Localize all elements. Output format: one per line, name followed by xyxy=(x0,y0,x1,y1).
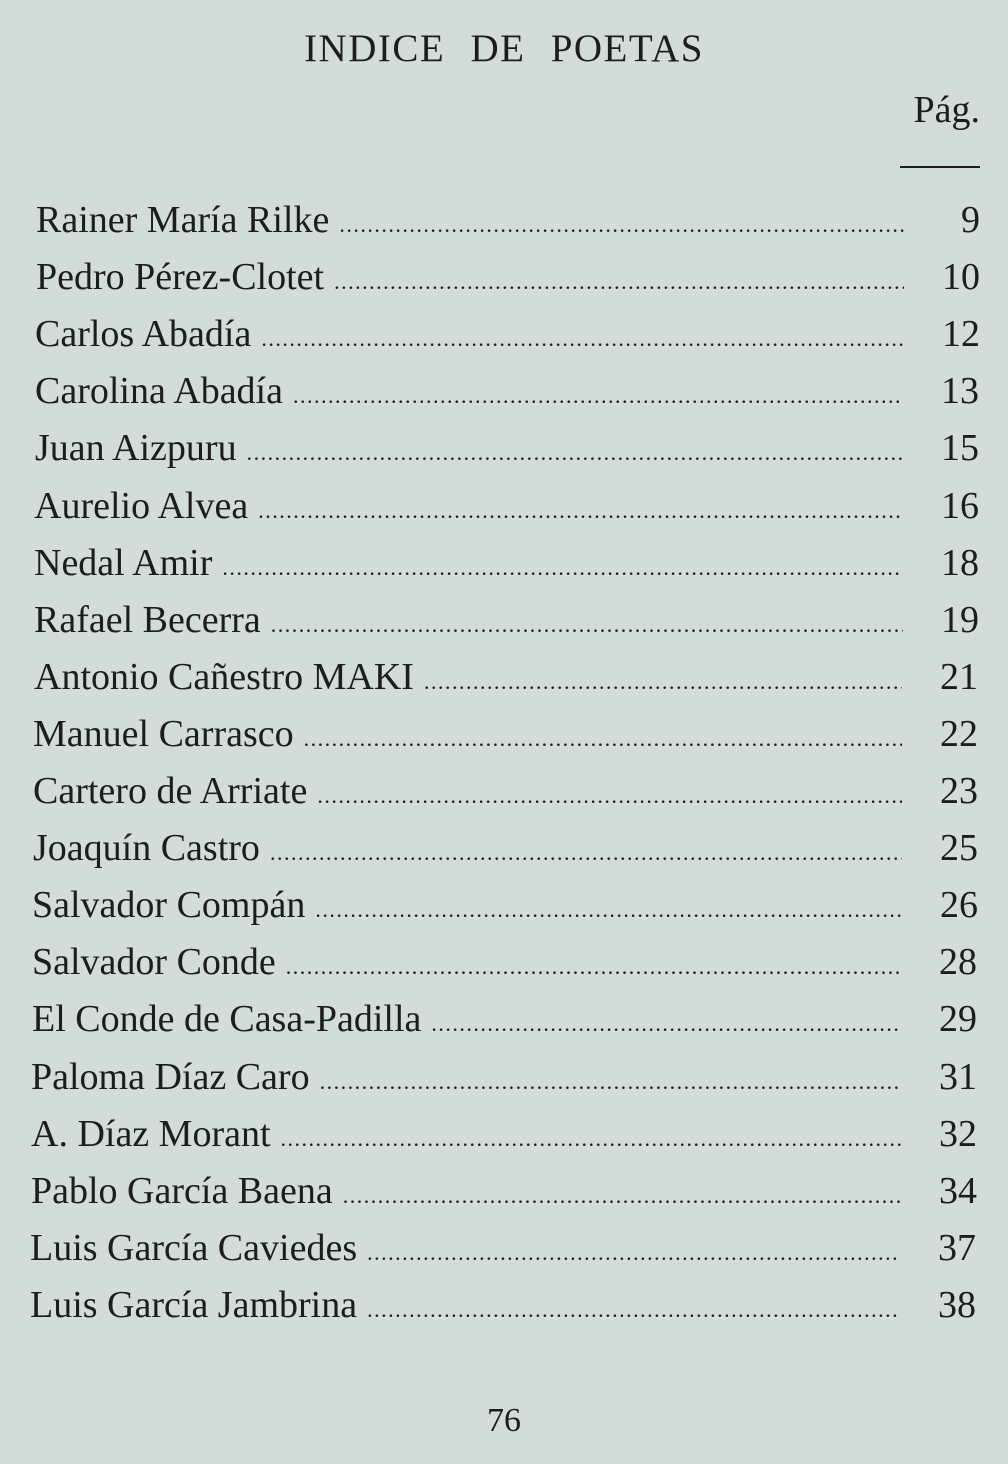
poet-name: Salvador Compán xyxy=(32,884,306,927)
dot-leader xyxy=(281,1128,901,1150)
entry-page-number: 19 xyxy=(941,598,979,641)
dot-leader xyxy=(261,328,904,350)
poet-name: Cartero de Arriate xyxy=(33,770,308,812)
entry-page-number: 28 xyxy=(939,941,977,984)
index-entry xyxy=(34,651,978,703)
entry-page-number: 32 xyxy=(939,1112,977,1155)
index-entry xyxy=(33,765,978,817)
index-entry xyxy=(30,1279,976,1331)
index-entry xyxy=(32,936,977,988)
index-entry xyxy=(34,537,979,589)
dot-leader xyxy=(247,442,903,464)
dot-leader xyxy=(222,557,903,579)
page-number: 76 xyxy=(487,1402,521,1439)
poet-name: Rafael Becerra xyxy=(34,598,261,641)
poet-name: Luis García Caviedes xyxy=(30,1226,358,1269)
dot-leader xyxy=(271,614,903,636)
entry-page-number: 23 xyxy=(940,770,978,812)
index-entry xyxy=(31,1051,977,1103)
dot-leader xyxy=(367,1299,900,1321)
poet-name: El Conde de Casa-Padilla xyxy=(32,998,422,1041)
dot-leader xyxy=(304,728,902,750)
entry-page-number: 21 xyxy=(940,655,978,698)
index-entry xyxy=(35,308,980,360)
poet-name: A. Díaz Morant xyxy=(31,1112,271,1155)
dot-leader xyxy=(270,842,902,864)
poet-name: Manuel Carrasco xyxy=(33,712,294,755)
entry-page-number: 38 xyxy=(938,1283,976,1326)
page-column-rule xyxy=(900,166,980,168)
poet-name: Rainer María Rilke xyxy=(36,199,330,241)
dot-leader xyxy=(334,271,904,293)
poet-name: Juan Aizpuru xyxy=(35,427,237,470)
index-entry xyxy=(36,194,980,246)
dot-leader xyxy=(339,214,904,236)
entry-page-number: 26 xyxy=(940,884,978,927)
poet-name: Antonio Cañestro MAKI xyxy=(34,655,414,698)
page-column-label: Pág. xyxy=(913,89,980,131)
dot-leader xyxy=(424,671,902,693)
dot-leader xyxy=(320,1071,901,1093)
index-entry xyxy=(36,251,980,303)
dot-leader xyxy=(431,1013,901,1035)
dot-leader xyxy=(293,385,903,407)
index-entry xyxy=(32,993,977,1045)
entry-page-number: 13 xyxy=(941,370,979,413)
dot-leader xyxy=(258,500,903,522)
index-entry xyxy=(35,365,979,417)
index-entry xyxy=(31,1108,977,1160)
entry-page-number: 25 xyxy=(940,827,978,870)
dot-leader xyxy=(343,1185,901,1207)
dot-leader xyxy=(286,956,901,978)
entry-page-number: 34 xyxy=(939,1169,977,1212)
index-entry xyxy=(30,1222,976,1274)
entry-page-number: 18 xyxy=(941,541,979,584)
poet-name: Carolina Abadía xyxy=(35,370,283,413)
page-title: INDICE DE POETAS xyxy=(304,27,704,70)
index-entry xyxy=(34,480,979,532)
entry-page-number: 29 xyxy=(939,998,977,1041)
entry-page-number: 15 xyxy=(941,427,979,470)
index-entry xyxy=(33,822,978,874)
entry-page-number: 37 xyxy=(938,1226,976,1269)
poet-name: Nedal Amir xyxy=(34,541,213,584)
poet-name: Aurelio Alvea xyxy=(34,484,249,527)
entry-page-number: 22 xyxy=(940,712,978,755)
poet-name: Pablo García Baena xyxy=(31,1169,333,1212)
index-entry xyxy=(35,422,979,474)
poet-name: Joaquín Castro xyxy=(33,827,260,870)
dot-leader xyxy=(367,1242,900,1264)
index-entry xyxy=(34,594,979,646)
index-entry xyxy=(32,879,978,931)
poet-name: Pedro Pérez-Clotet xyxy=(36,256,325,299)
entry-page-number: 12 xyxy=(942,313,980,356)
dot-leader xyxy=(315,899,902,921)
poet-name: Carlos Abadía xyxy=(35,313,252,356)
poet-name: Paloma Díaz Caro xyxy=(31,1055,310,1098)
index-entry xyxy=(31,1165,977,1217)
index-entry xyxy=(33,708,978,760)
entry-page-number: 31 xyxy=(939,1055,977,1098)
entry-page-number: 10 xyxy=(942,256,980,299)
entry-page-number: 9 xyxy=(961,199,980,241)
poet-name: Luis García Jambrina xyxy=(30,1283,358,1326)
dot-leader xyxy=(317,785,902,807)
poet-name: Salvador Conde xyxy=(32,941,276,984)
entry-page-number: 16 xyxy=(941,484,979,527)
